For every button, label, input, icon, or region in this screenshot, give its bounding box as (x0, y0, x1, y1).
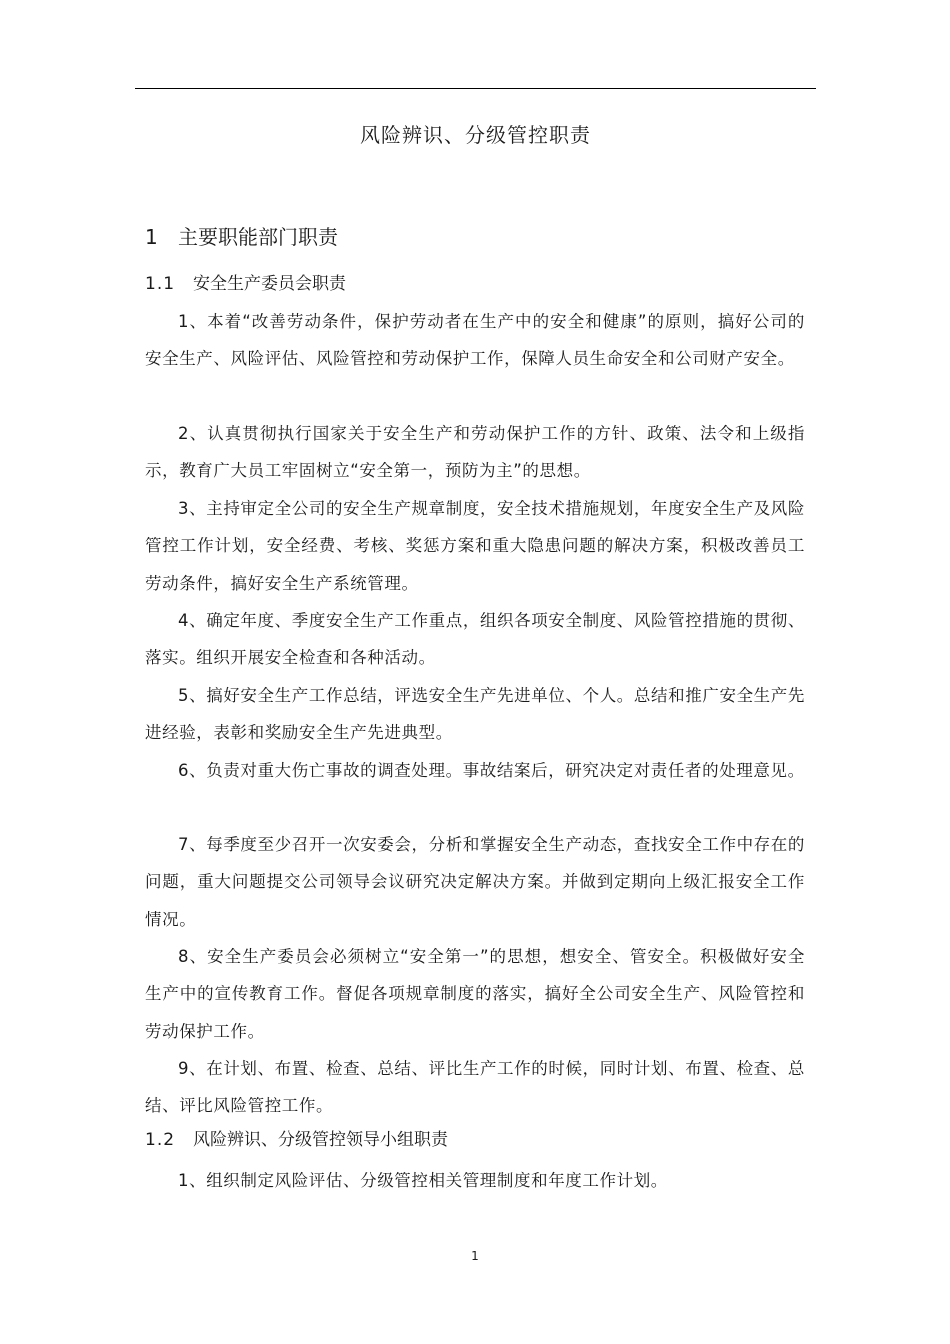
paragraph-1-1-item-7: 7、每季度至少召开一次安委会，分析和掌握安全生产动态，查找安全工作中存在的问题，重大问题提交公司领导会议研究决定解决方案。并做到定期向上级汇报安全工作情况。 (145, 835, 805, 929)
paragraph-1-1-item-5: 5、搞好安全生产工作总结，评选安全生产先进单位、个人。总结和推广安全生产先进经验，表彰和奖励安全生产先进典型。 (145, 686, 805, 743)
section-number: 1 (145, 225, 158, 249)
document-title: 风险辨识、分级管控职责 (360, 123, 591, 147)
subsection-title: 安全生产委员会职责 (193, 274, 346, 294)
paragraph-1-1-item-4: 4、确定年度、季度安全生产工作重点，组织各项安全制度、风险管控措施的贯彻、落实。组织开展安全检查和各种活动。 (145, 611, 805, 668)
subsection-number: 1.1 (145, 274, 176, 294)
paragraph-1-1-item-6: 6、负责对重大伤亡事故的调查处理。事故结案后，研究决定对责任者的处理意见。 (178, 761, 805, 780)
paragraph-1-1-item-9: 9、在计划、布置、检查、总结、评比生产工作的时候，同时计划、布置、检查、总结、评比风险管控工作。 (145, 1059, 805, 1116)
paragraph-1-1-item-2: 2、认真贯彻执行国家关于安全生产和劳动保护工作的方针、政策、法令和上级指示，教育广大员工牢固树立“安全第一，预防为主”的思想。 (145, 424, 805, 481)
subsection-heading-1-2 (145, 1127, 448, 1153)
section-heading (145, 222, 338, 252)
header-rule (135, 88, 816, 89)
paragraph-1-2-item-1: 1、组织制定风险评估、分级管控相关管理制度和年度工作计划。 (178, 1171, 668, 1190)
section-title: 主要职能部门职责 (178, 225, 338, 249)
paragraph-1-1-item-8: 8、安全生产委员会必须树立“安全第一”的思想，想安全、管安全。积极做好安全生产中的宣传教育工作。督促各项规章制度的落实，搞好全公司安全生产、风险管控和劳动保护工作。 (145, 947, 805, 1041)
subsection-title: 风险辨识、分级管控领导小组职责 (193, 1130, 448, 1150)
subsection-number: 1.2 (145, 1130, 176, 1150)
paragraph-1-1-item-1: 1、本着“改善劳动条件，保护劳动者在生产中的安全和健康”的原则，搞好公司的安全生产、风险评估、风险管控和劳动保护工作，保障人员生命安全和公司财产安全。 (145, 312, 805, 369)
paragraph-1-1-item-3: 3、主持审定全公司的安全生产规章制度，安全技术措施规划，年度安全生产及风险管控工作计划，安全经费、考核、奖惩方案和重大隐患问题的解决方案，积极改善员工劳动条件，搞好安全生产系统管理。 (145, 499, 805, 593)
subsection-heading-1-1 (145, 271, 346, 297)
page-number: 1 (471, 1249, 479, 1263)
